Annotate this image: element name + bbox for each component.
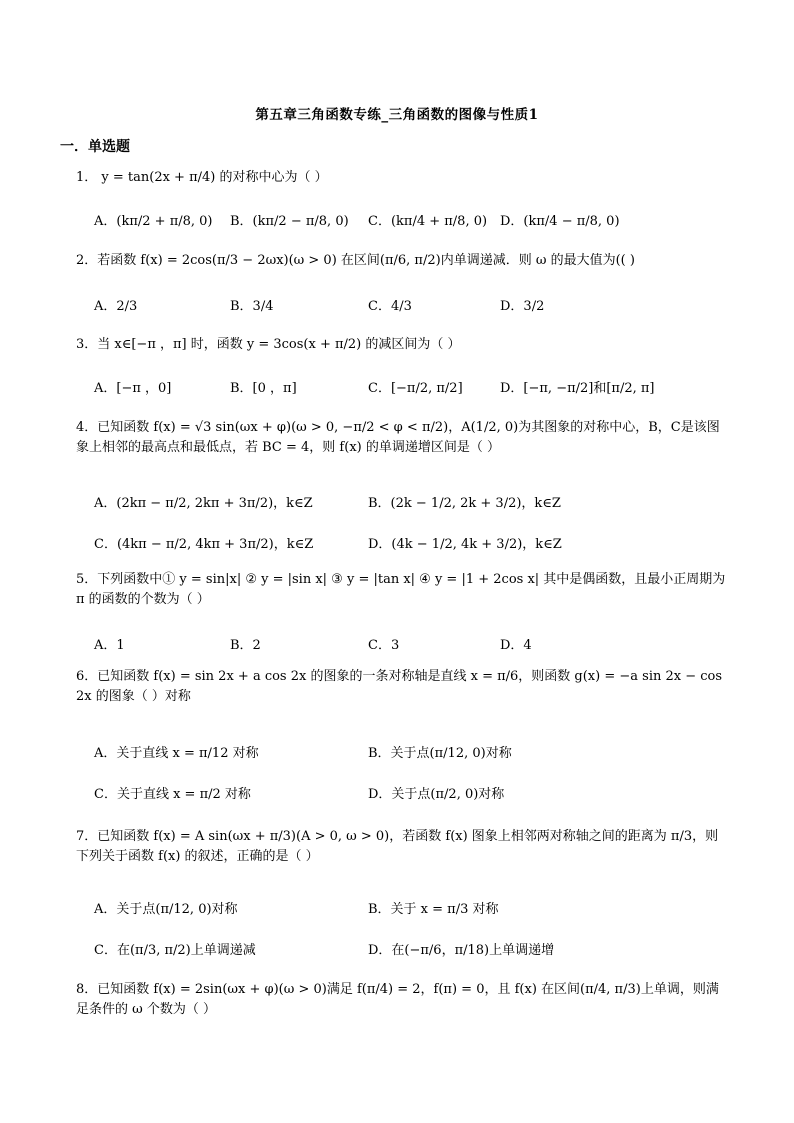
question-4-option-b: B．(2k − 1/2, 2k + 3/2)，k∈Z — [368, 496, 561, 511]
question-4-stem: 4．已知函数 f(x) = √3 sin(ωx + φ)(ω > 0, −π/2 < φ < π/2)，A(1/2, 0)为其图象的对称中心，B，C是该图象上相邻的最高点和最低点，若 BC = 4，则 f(x) 的单调递增区间是（ ） — [76, 420, 720, 455]
question-6-option-a: A．关于直线 x = π/12 对称 — [94, 746, 259, 761]
question-6-option-c: C．关于直线 x = π/2 对称 — [94, 787, 251, 802]
question-5-option-b: B．2 — [230, 638, 261, 653]
question-5-option-c: C．3 — [368, 638, 400, 653]
question-2-stem: 2．若函数 f(x) = 2cos(π/3 − 2ωx)(ω > 0) 在区间(π/6, π/2)内单调递减．则 ω 的最大值为(( ) — [76, 253, 635, 268]
question-1-option-b: B．(kπ/2 − π/8, 0) — [230, 214, 349, 229]
question-8-stem: 8．已知函数 f(x) = 2sin(ωx + φ)(ω > 0)满足 f(π/4) = 2，f(π) = 0，且 f(x) 在区间(π/4, π/3)上单调，则满足条件的 ω 个数为（ ） — [76, 982, 719, 1017]
question-1-stem: 1． y = tan(2x + π/4) 的对称中心为（ ） — [76, 170, 328, 185]
question-1-option-a: A．(kπ/2 + π/8, 0) — [94, 214, 213, 229]
question-2-option-d: D．3/2 — [500, 299, 545, 314]
question-7-option-d: D．在(−π/6，π/18)上单调递增 — [368, 943, 555, 958]
question-1-option-d: D．(kπ/4 − π/8, 0) — [500, 214, 620, 229]
question-6-stem: 6．已知函数 f(x) = sin 2x + a cos 2x 的图象的一条对称轴是直线 x = π/6，则函数 g(x) = −a sin 2x − cos 2x 的图象（ ）对称 — [76, 669, 723, 704]
question-7-option-a: A．关于点(π/12, 0)对称 — [94, 902, 238, 917]
question-5-option-a: A．1 — [94, 638, 125, 653]
question-1-option-c: C．(kπ/4 + π/8, 0) — [368, 214, 488, 229]
question-2-option-b: B．3/4 — [230, 299, 274, 314]
question-5-option-d: D．4 — [500, 638, 532, 653]
question-3-option-c: C．[−π/2, π/2] — [368, 381, 463, 396]
question-7-option-b: B．关于 x = π/3 对称 — [368, 902, 499, 917]
question-3-option-d: D．[−π, −π/2]和[π/2, π] — [500, 381, 655, 396]
document-title: 第五章三角函数专练_三角函数的图像与性质1 — [255, 107, 539, 123]
question-3-option-a: A．[−π ，0] — [94, 381, 172, 396]
question-6-option-b: B．关于点(π/12, 0)对称 — [368, 746, 512, 761]
question-4-option-c: C．(4kπ − π/2, 4kπ + 3π/2)，k∈Z — [94, 537, 314, 552]
question-4-option-d: D．(4k − 1/2, 4k + 3/2)，k∈Z — [368, 537, 562, 552]
question-7-stem: 7．已知函数 f(x) = A sin(ωx + π/3)(A > 0, ω > 0)，若函数 f(x) 图象上相邻两对称轴之间的距离为 π/3，则下列关于函数 f(x) 的叙述，正确的是（ ） — [76, 829, 719, 864]
question-2-option-c: C．4/3 — [368, 299, 412, 314]
question-4-option-a: A．(2kπ − π/2, 2kπ + 3π/2)，k∈Z — [94, 496, 313, 511]
question-3-stem: 3．当 x∈[−π ，π] 时，函数 y = 3cos(x + π/2) 的减区间为（ ） — [76, 337, 461, 352]
question-2-option-a: A．2/3 — [94, 299, 138, 314]
section-heading: 一．单选题 — [60, 139, 130, 155]
question-6-option-d: D．关于点(π/2, 0)对称 — [368, 787, 505, 802]
question-7-option-c: C．在(π/3, π/2)上单调递减 — [94, 943, 256, 958]
question-5-stem: 5．下列函数中① y = sin|x| ② y = |sin x| ③ y = |tan x| ④ y = |1 + 2cos x| 其中是偶函数，且最小正周期为 π 的函数的个数为（ ） — [76, 572, 726, 607]
question-3-option-b: B．[0 ，π] — [230, 381, 297, 396]
